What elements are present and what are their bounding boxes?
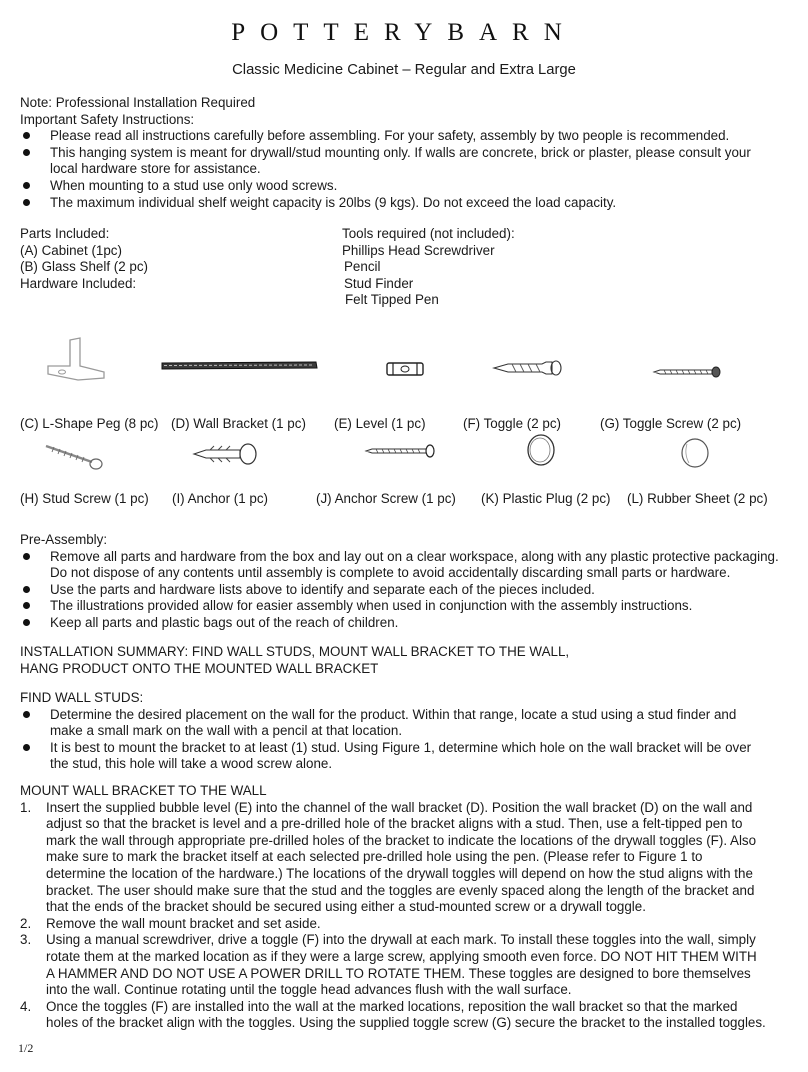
anchor-illustration xyxy=(192,442,264,466)
safety-item xyxy=(20,145,751,178)
mount-section xyxy=(20,783,766,1032)
safety-item-text: local hardware store for assistance. xyxy=(50,161,261,177)
rubber-sheet-illustration xyxy=(678,436,712,470)
hardware-label-k: (K) Plastic Plug (2 pc) xyxy=(481,491,611,506)
pre-assembly-item: Keep all parts and plastic bags out of the reach of children. xyxy=(20,615,779,632)
hardware-label-f: (F) Toggle (2 pc) xyxy=(463,416,561,431)
intro-section xyxy=(20,95,751,211)
hardware-label-g: (G) Toggle Screw (2 pc) xyxy=(600,416,742,431)
stud-screw-illustration xyxy=(44,442,106,472)
pre-assembly-section xyxy=(20,532,779,632)
pre-assembly-item-text: Remove all parts and hardware from the box and lay out on a clear workspace, along with any plastic protective packaging. xyxy=(50,548,779,564)
plastic-plug-illustration xyxy=(524,432,558,468)
step-number: 1. xyxy=(20,799,32,815)
level-illustration xyxy=(385,360,425,378)
mount-heading: MOUNT WALL BRACKET TO THE WALL xyxy=(20,783,267,798)
mount-step-3 xyxy=(20,932,766,998)
step-text: A HAMMER AND DO NOT USE A POWER DRILL TO ROTATE THEM. These toggles are designed to bore themselves xyxy=(46,965,751,981)
pre-assembly-item xyxy=(20,549,779,582)
hardware-label-l: (L) Rubber Sheet (2 pc) xyxy=(627,491,768,506)
tool-item: Felt Tipped Pen xyxy=(345,292,439,308)
mount-steps xyxy=(20,800,766,1032)
safety-item-text: This hanging system is meant for drywall/stud mounting only. If walls are concrete, brick or plaster, please consult your xyxy=(50,144,751,160)
installation-note: Note: Professional Installation Required xyxy=(20,95,256,110)
hardware-heading: Hardware Included: xyxy=(20,275,137,291)
step-number: 2. xyxy=(20,915,32,931)
parts-section xyxy=(20,226,148,292)
summary-line: INSTALLATION SUMMARY: FIND WALL STUDS, MOUNT WALL BRACKET TO THE WALL, xyxy=(20,644,570,659)
step-text: into the wall. Continue rotating until the toggle head advances flush with the wall surface. xyxy=(46,982,572,998)
step-text: Insert the supplied bubble level (E) into the channel of the wall bracket (D). Position the wall bracket (D) on the wall and xyxy=(46,799,753,815)
find-studs-item-text: It is best to mount the bracket to at least (1) stud. Using Figure 1, determine which hole on the wall bracket will be over xyxy=(50,739,752,755)
toggle-illustration xyxy=(492,358,572,378)
step-text: make sure to mark the bracket itself at each selected pre-drilled hole using the pen. (Please refer to Figure 1 to xyxy=(46,849,703,865)
step-text: determine the location of the hardware.) The locations of the drywall toggles will depend on how the stud aligns with the xyxy=(46,865,753,881)
pre-assembly-item: The illustrations provided allow for easier assembly when used in conjunction with the assembly instructions. xyxy=(20,598,779,615)
find-studs-item-text: make a small mark on the wall with a pencil at that location. xyxy=(50,723,403,739)
step-text: Remove the wall mount bracket and set aside. xyxy=(46,915,321,931)
step-text: Using a manual screwdriver, drive a toggle (F) into the drywall at each mark. To install these toggles into the wall, simply xyxy=(46,932,756,948)
parts-heading: Parts Included: xyxy=(20,226,110,241)
part-item: (A) Cabinet (1pc) xyxy=(20,242,122,258)
pre-assembly-heading: Pre-Assembly: xyxy=(20,532,108,547)
hardware-label-j: (J) Anchor Screw (1 pc) xyxy=(316,491,456,506)
hardware-label-d: (D) Wall Bracket (1 pc) xyxy=(171,416,306,431)
step-text: that the ends of the bracket should be secured using either a stud-mounted screw or a drywall toggle. xyxy=(46,899,646,915)
tools-section xyxy=(342,226,515,309)
find-studs-item-text: the stud, this hole will take a wood screw alone. xyxy=(50,756,333,772)
l-shape-peg-illustration xyxy=(40,336,110,386)
safety-list xyxy=(20,128,751,211)
safety-heading: Important Safety Instructions: xyxy=(20,111,195,127)
pre-assembly-item: Use the parts and hardware lists above to identify and separate each of the pieces included. xyxy=(20,582,779,599)
pre-assembly-item-text: Do not dispose of any contents until assembly is complete to avoid accidentally discarding small parts or hardware. xyxy=(50,565,731,581)
find-studs-item-text: Determine the desired placement on the wall for the product. Within that range, locate a stud using a stud finder and xyxy=(50,706,737,722)
document-title: Classic Medicine Cabinet – Regular and Extra Large xyxy=(232,62,576,78)
step-text: adjust so that the bracket is level and a pre-drilled hole of the bracket aligns with a stud. Then, use a felt-tipped pen to xyxy=(46,816,743,832)
step-number: 3. xyxy=(20,932,32,948)
hardware-label-c: (C) L-Shape Peg (8 pc) xyxy=(20,416,159,431)
installation-summary xyxy=(20,644,569,677)
step-text: bracket. The user should make sure that the stud and the toggles are evenly spaced along the length of the bracket and xyxy=(46,882,755,898)
mount-step-1 xyxy=(20,800,766,916)
safety-item: Please read all instructions carefully before assembling. For your safety, assembly by two people is recommended. xyxy=(20,128,751,145)
step-text: mark the wall through appropriate pre-drilled holes of the bracket to indicate the locations of the drywall toggles (F). Also xyxy=(46,832,757,848)
find-studs-section xyxy=(20,690,751,773)
tool-item: Phillips Head Screwdriver xyxy=(342,242,495,258)
tool-item: Pencil xyxy=(344,259,381,275)
anchor-screw-illustration xyxy=(364,444,438,458)
step-text: rotate them at the marked location as if they were a large screw, applying smooth even force. DO NOT HIT THEM WITH xyxy=(46,948,757,964)
summary-line: HANG PRODUCT ONTO THE MOUNTED WALL BRACKET xyxy=(20,660,379,676)
mount-step-2 xyxy=(20,916,766,933)
step-text: Once the toggles (F) are installed into the wall at the marked locations, reposition the wall bracket so that the marked xyxy=(46,998,738,1014)
find-studs-item xyxy=(20,707,751,740)
wall-bracket-illustration xyxy=(160,360,320,372)
safety-item: When mounting to a stud use only wood screws. xyxy=(20,178,751,195)
hardware-label-i: (I) Anchor (1 pc) xyxy=(172,491,268,506)
find-studs-item xyxy=(20,740,751,773)
find-studs-heading: FIND WALL STUDS: xyxy=(20,690,144,705)
toggle-screw-illustration xyxy=(652,366,724,378)
hardware-label-e: (E) Level (1 pc) xyxy=(334,416,426,431)
mount-step-4 xyxy=(20,999,766,1032)
pre-assembly-list xyxy=(20,549,779,632)
step-number: 4. xyxy=(20,998,32,1014)
tool-item: Stud Finder xyxy=(344,275,414,291)
brand-logo: POTTERYBARN xyxy=(231,19,577,46)
step-text: holes of the bracket align with the toggles. Using the supplied toggle screw (G) secure the bracket to the installed toggles. xyxy=(46,1015,766,1031)
find-studs-list xyxy=(20,707,751,773)
tools-heading: Tools required (not included): xyxy=(342,226,515,241)
hardware-label-h: (H) Stud Screw (1 pc) xyxy=(20,491,149,506)
safety-item: The maximum individual shelf weight capacity is 20lbs (9 kgs). Do not exceed the load capacity. xyxy=(20,195,751,212)
page-number: 1/2 xyxy=(18,1041,34,1055)
part-item: (B) Glass Shelf (2 pc) xyxy=(20,259,148,275)
